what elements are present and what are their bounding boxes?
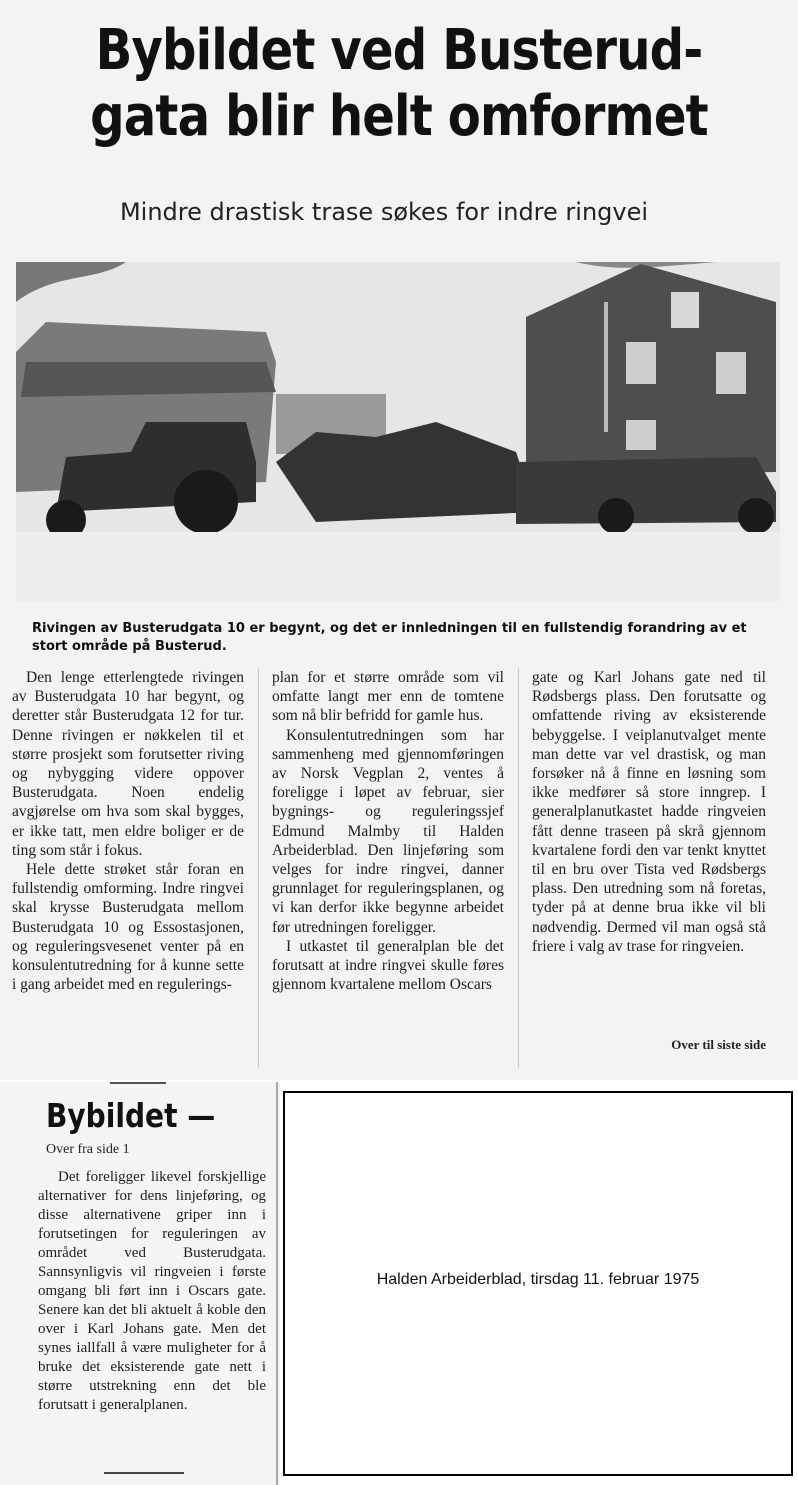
subheadline: Mindre drastisk trase søkes for indre ringvei [119, 198, 649, 226]
source-label: Halden Arbeiderblad, tirsdag 11. februar 1975 [376, 1271, 700, 1288]
article-column-2 [272, 668, 504, 994]
continuation-clipping [0, 1082, 280, 1485]
photo-left-roof [21, 362, 276, 397]
photo-window [671, 292, 699, 328]
continued-from-note: Over fra side 1 [46, 1142, 130, 1157]
column-divider [518, 668, 519, 1068]
photo-caption: Rivingen av Busterudgata 10 er begynt, og det er innledningen til en fullstendig forandring av et stort område på Busterud. [32, 621, 747, 654]
clipping-edge [276, 1082, 278, 1485]
photo-truck-wheel [598, 498, 634, 534]
paragraph: plan for et større område som vil omfatte langt mer enn de tomtene som nå blir befridd for gamle hus. [272, 669, 504, 725]
headline-line-1: Bybildet ved Busterud- [95, 18, 703, 83]
photo-window [716, 352, 746, 394]
article-column-1 [12, 668, 244, 994]
photo-tractor-wheel [174, 470, 238, 534]
photo-truck [516, 457, 776, 524]
divider-rule [110, 1082, 166, 1084]
paragraph: Konsulentutredningen som har sammenheng med gjennomføringen av Norsk Vegplan 2, ventes å foreligge i løpet av februar, sier bygnings- og reguleringssjef Edmund Malmby til Halden Arbeiderblad. Den linjeføring som velges for indre ringvei, danner grunnlaget for reguleringsplanen, og vi kan derfor ikke begynne arbeidet før utredningen foreligger. [272, 726, 504, 936]
photo-window [626, 420, 656, 450]
paragraph: Den lenge etterlengtede rivingen av Busterudgata 10 har begynt, og deretter står Busterudgata 12 for tur. Denne rivingen er nøkkelen til et større prosjekt som forutsetter riving og nybygging videre oppover Busterudgata. Noen endelig avgjørelse om hva som skal bygges, er ikke tatt, men eldre boliger er de ting som står i fokus. [12, 669, 244, 859]
source-box [283, 1091, 793, 1476]
headline [56, 18, 742, 150]
headline-line-2: gata blir helt omformet [90, 84, 708, 149]
photo-truck-wheel [738, 498, 774, 534]
column-divider [258, 668, 259, 1068]
divider-rule [104, 1472, 184, 1474]
photo-ground [16, 532, 780, 602]
paragraph: I utkastet til generalplan ble det forutsatt at indre ringvei skulle føres gjennom kvartalene mellom Oscars [272, 937, 504, 994]
continuation-title: Bybildet — [46, 1096, 216, 1135]
photo-window [626, 342, 656, 384]
paragraph: gate og Karl Johans gate ned til Rødsbergs plass. Den forutsatte og omfattende riving av eksisterende bebyggelse. I veiplanutvalget mente man dette var vel drastisk, og man forsøker nå å finne en løsning som ikke medfører så store inngrep. I generalplanutkastet hadde ringveien fått denne traseen på skrå gjennom kvartalene fordi den var tenkt knyttet til en bru over Tista ved Rødsbergs plass. Den utredning som nå foretas, tyder på at denne brua ikke vil bli nødvendig. Dermed vil man også stå friere i valg av trase for ringveien. [532, 669, 766, 955]
continuation-body: Det foreligger likevel forskjellige alternativer for dens linjeføring, og disse alternativene griper inn i forutsetingen for reguleringen av området ved Busterudgata. Sannsynligvis vil ringveien i første omgang bli ført inn i Oscars gate. Senere kan det bli aktuelt å koble den over i Karl Johans gate. Men det synes iallfall å være muligheter for å bruke det eksisterende gate nett i større utstrekning enn det ble forutsatt i generalplanen. [38, 1169, 266, 1413]
article-column-3 [532, 668, 766, 956]
demolition-photo [16, 262, 780, 602]
paragraph: Hele dette strøket står foran en fullstendig omforming. Indre ringvei skal krysse Busterudgata mellom Busterudgata 10 og Essostasjonen, og reguleringsvesenet venter på en konsulentutredning for å kunne sette i gang arbeidet med en regulerings- [12, 861, 244, 994]
continued-on-note: Over til siste side [671, 1037, 766, 1052]
